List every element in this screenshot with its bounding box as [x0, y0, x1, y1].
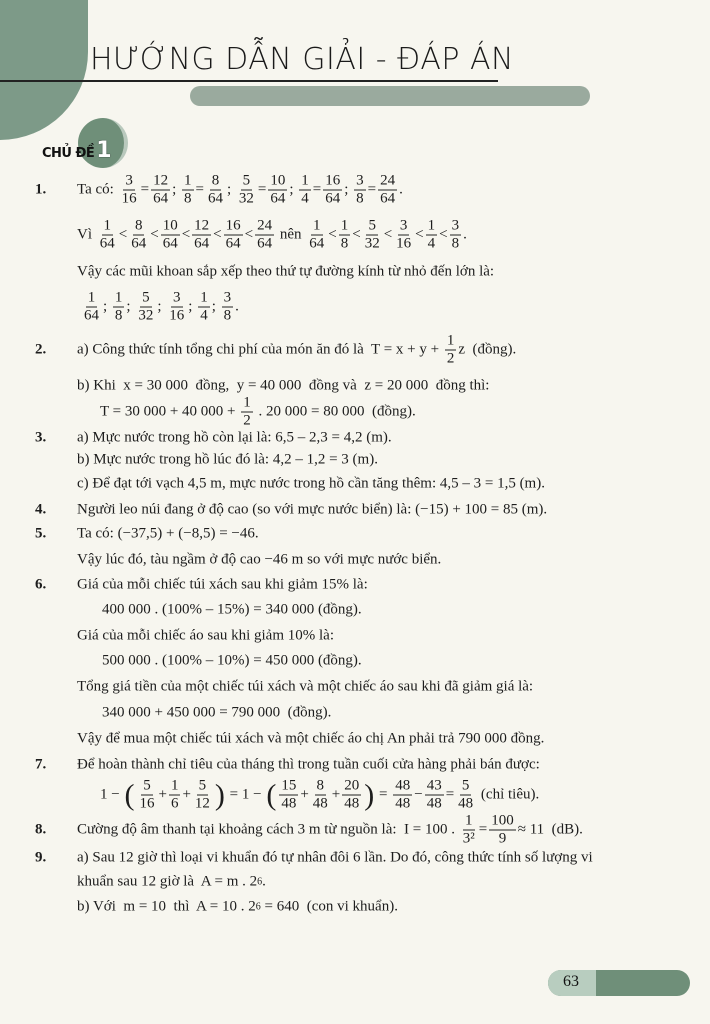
text-run: a) Sau 12 giờ thì loại vi khuẩn đó tự nhân đôi 6 lần. Do đó, công thức tính số lượng vi [77, 849, 593, 866]
decorative-header-bar [190, 86, 590, 106]
text-run: Để hoàn thành chỉ tiêu của tháng thì trong tuần cuối cửa hàng phải bán được: [77, 756, 540, 773]
text-run: 340 000 + 450 000 = 790 000 (đồng). [102, 704, 332, 721]
denominator: 6 [170, 795, 179, 812]
denominator: 8 [356, 190, 364, 207]
fraction [198, 291, 210, 324]
title-underline [0, 80, 498, 82]
text-line [77, 334, 516, 367]
numerator: 1 [87, 289, 96, 306]
text-run: nên [276, 226, 306, 243]
item-number: 9. [35, 849, 47, 866]
numerator: 1 [184, 172, 192, 189]
numerator: 3 [451, 217, 460, 234]
text-run: Vậy lúc đó, tàu ngầm ở độ cao −46 m so với mực nước biển. [77, 551, 442, 568]
denominator: 64 [99, 235, 115, 252]
fraction [461, 814, 477, 847]
denominator: 64 [257, 235, 273, 252]
denominator: 64 [309, 235, 325, 252]
fraction [339, 219, 351, 252]
numerator: 1 [313, 217, 321, 234]
text-run: ; [103, 298, 111, 315]
text-line [77, 377, 489, 394]
text-run: Giá của mỗi chiếc áo sau khi giảm 10% là: [77, 627, 334, 644]
fraction [299, 174, 311, 207]
text-run: < [150, 226, 159, 243]
numerator: 16 [325, 172, 341, 189]
denominator: 8 [451, 235, 460, 252]
fraction [241, 396, 253, 429]
text-run: ; [289, 181, 298, 198]
numerator: 100 [491, 812, 514, 829]
text-run: b) Với m = 10 thì A = 10 . 2 [77, 898, 256, 915]
numerator: 24 [380, 172, 396, 189]
denominator: 64 [270, 190, 286, 207]
denominator: 4 [200, 307, 208, 324]
denominator: 32 [364, 235, 380, 252]
topic-badge [42, 138, 112, 163]
item-number: 5. [35, 525, 47, 542]
text-line [100, 779, 539, 812]
denominator: 16 [139, 795, 155, 812]
fraction [182, 174, 194, 207]
denominator: 16 [169, 307, 185, 324]
text-run: Tổng giá tiền của một chiếc túi xách và một chiếc áo sau khi đã giảm giá là: [77, 678, 534, 695]
fraction [129, 219, 148, 252]
numerator: 1 [170, 777, 179, 794]
text-line [77, 756, 540, 773]
text-run: = [445, 786, 455, 803]
fraction [323, 174, 342, 207]
numerator: 1 [243, 394, 251, 411]
fraction [342, 779, 361, 812]
text-run: Ta có: (−37,5) + (−8,5) = −46. [77, 525, 259, 542]
text-line [77, 263, 494, 280]
denominator: 2 [243, 412, 251, 429]
text-line [77, 174, 403, 207]
text-run: Vì [77, 226, 96, 243]
denominator: 4 [427, 235, 436, 252]
text-line [77, 627, 334, 644]
fraction [489, 814, 516, 847]
fraction [137, 779, 156, 812]
text-run: < [439, 226, 448, 243]
text-run: . [262, 873, 266, 890]
fraction [445, 334, 457, 367]
text-run: − [414, 786, 423, 803]
text-line: b) Với m = 10 thì A = 10 . 2 6 = 640 (con vi khuẩn). [77, 898, 398, 915]
text-run: . [399, 181, 403, 198]
item-number: 4. [35, 501, 47, 518]
numerator: 3 [399, 217, 408, 234]
text-run: = 1 − [225, 786, 266, 803]
denominator: 48 [395, 795, 411, 812]
text-run: + [182, 786, 191, 803]
text-run: ; [172, 181, 180, 198]
denominator: 48 [426, 795, 442, 812]
denominator: 8 [340, 235, 349, 252]
text-run: Vậy các mũi khoan sắp xếp theo thứ tự đường kính từ nhỏ đến lớn là: [77, 263, 495, 280]
text-run: + [158, 786, 167, 803]
parenthesis: ( [266, 778, 277, 811]
denominator: 16 [396, 235, 412, 252]
item-number: 7. [35, 756, 47, 773]
text-line [77, 525, 259, 542]
text-run: < [328, 226, 337, 243]
text-run: = [367, 181, 377, 198]
denominator: 64 [207, 190, 223, 207]
text-run: Cường độ âm thanh tại khoảng cách 3 m từ nguồn là: I = 100 . [77, 821, 459, 838]
denominator: 48 [344, 795, 360, 812]
text-run: 1 − [100, 786, 124, 803]
text-run: ; [157, 298, 166, 315]
text-run: + [300, 786, 309, 803]
decorative-corner-shape [0, 0, 88, 140]
text-run: . 20 000 = 80 000 (đồng). [254, 403, 416, 420]
text-run: < [244, 226, 254, 243]
text-line [100, 396, 416, 429]
text-run: = [140, 181, 150, 198]
numerator: 5 [242, 172, 251, 189]
text-run: b) Khi x = 30 000 đồng, y = 40 000 đồng và z = 20 000 đồng thì: [77, 377, 490, 394]
numerator: 24 [257, 217, 273, 234]
numerator: 5 [142, 289, 150, 306]
fraction [378, 174, 397, 207]
item-number: 1. [35, 181, 47, 198]
denominator: 64 [162, 235, 178, 252]
denominator: 12 [194, 795, 210, 812]
text-line [77, 678, 533, 695]
text-run: (chỉ tiêu). [477, 786, 540, 803]
text-line [77, 576, 368, 593]
fraction [192, 219, 211, 252]
numerator: 12 [194, 217, 210, 234]
fraction [393, 779, 412, 812]
text-run: ; [226, 181, 235, 198]
numerator: 15 [281, 777, 297, 794]
text-run: . [463, 226, 467, 243]
fraction [151, 174, 170, 207]
denominator: 48 [458, 795, 474, 812]
text-run: < [352, 226, 361, 243]
fraction [169, 779, 181, 812]
parenthesis: ) [214, 778, 225, 811]
text-line [102, 652, 362, 669]
text-run: c) Để đạt tới vạch 4,5 m, mực nước trong hồ cần tăng thêm: 4,5 – 3 = 1,5 (m). [77, 475, 545, 492]
text-run: 500 000 . (100% – 10%) = 450 000 (đồng). [102, 652, 362, 669]
denominator: 64 [131, 235, 147, 252]
fraction [98, 219, 117, 252]
text-run: ; [188, 298, 197, 315]
text-run: < [213, 226, 222, 243]
fraction [120, 174, 139, 207]
text-run: ; [126, 298, 135, 315]
text-run: = 640 (con vi khuẩn). [260, 898, 398, 915]
text-line [77, 429, 392, 446]
denominator: 48 [312, 795, 328, 812]
fraction [255, 219, 274, 252]
fraction [426, 219, 438, 252]
page-number-badge [548, 970, 690, 996]
text-run: < [181, 226, 191, 243]
denominator: 2 [446, 350, 455, 367]
fraction [167, 291, 186, 324]
fraction [450, 219, 462, 252]
numerator: 10 [162, 217, 178, 234]
topic-number: 1 [96, 138, 112, 163]
text-run: = [312, 181, 322, 198]
fraction [456, 779, 475, 812]
text-line [77, 551, 441, 568]
text-run: Giá của mỗi chiếc túi xách sau khi giảm 15% là: [77, 576, 368, 593]
fraction [237, 174, 256, 207]
text-run: a) Công thức tính tổng chi phí của món ăn đó là T = x + y + [77, 341, 443, 358]
text-run: khuẩn sau 12 giờ là A = m . 2 [77, 873, 258, 890]
text-run: T = 30 000 + 40 000 + [100, 403, 240, 420]
denominator: 3² [462, 830, 475, 847]
numerator: 3 [356, 172, 364, 189]
item-number: 2. [35, 341, 47, 358]
denominator: 16 [121, 190, 137, 207]
fraction [113, 291, 125, 324]
numerator: 1 [427, 217, 436, 234]
fraction [206, 174, 225, 207]
text-line [77, 730, 544, 747]
text-line [102, 704, 331, 721]
text-run: . [235, 298, 239, 315]
page-number: 63 [563, 973, 579, 990]
topic-label: CHỦ ĐỀ [42, 146, 95, 161]
text-run: < [415, 226, 424, 243]
numerator: 8 [211, 172, 220, 189]
fraction [224, 219, 243, 252]
text-run: 400 000 . (100% – 15%) = 340 000 (đồng). [102, 601, 362, 618]
numerator: 1 [103, 217, 111, 234]
denominator: 32 [238, 190, 254, 207]
fraction [363, 219, 382, 252]
parenthesis: ) [364, 778, 375, 811]
fraction [222, 291, 234, 324]
text-run: Ta có: [77, 181, 118, 198]
numerator: 3 [125, 172, 133, 189]
numerator: 1 [200, 289, 208, 306]
page-title: HƯỚNG DẪN GIẢI - ĐÁP ÁN [90, 42, 514, 77]
numerator: 8 [316, 777, 325, 794]
denominator: 64 [225, 235, 241, 252]
numerator: 48 [395, 777, 411, 794]
fraction [307, 219, 326, 252]
numerator: 5 [368, 217, 376, 234]
denominator: 48 [281, 795, 297, 812]
text-run: + [331, 786, 341, 803]
denominator: 32 [138, 307, 154, 324]
numerator: 1 [465, 812, 473, 829]
text-run: < [383, 226, 393, 243]
numerator: 5 [143, 777, 151, 794]
denominator: 64 [325, 190, 341, 207]
numerator: 16 [225, 217, 241, 234]
text-line [77, 849, 593, 866]
text-run: = [478, 821, 488, 838]
numerator: 8 [134, 217, 143, 234]
text-line [77, 475, 545, 492]
fraction [425, 779, 444, 812]
fraction [161, 219, 180, 252]
fraction [193, 779, 212, 812]
text-line [77, 501, 547, 518]
text-line [77, 219, 467, 252]
numerator: 43 [426, 777, 442, 794]
numerator: 1 [114, 289, 123, 306]
denominator: 64 [84, 307, 99, 324]
denominator: 8 [184, 190, 192, 207]
numerator: 1 [446, 332, 455, 349]
denominator: 4 [301, 190, 309, 207]
numerator: 10 [270, 172, 286, 189]
text-line [102, 601, 362, 618]
fraction [394, 219, 413, 252]
text-run: = [195, 181, 204, 198]
item-number: 6. [35, 576, 47, 593]
numerator: 5 [198, 777, 207, 794]
numerator: 3 [173, 289, 181, 306]
text-run: < [118, 226, 128, 243]
text-run: ≈ 11 (dB). [517, 821, 583, 838]
text-run: Vậy để mua một chiếc túi xách và một chiếc áo chị An phải trả 790 000 đồng. [77, 730, 545, 747]
text-run: z (đồng). [458, 341, 517, 358]
parenthesis: ( [124, 778, 135, 811]
text-line: khuẩn sau 12 giờ là A = m . 2 6 . [77, 873, 266, 890]
text-run: b) Mực nước trong hồ lúc đó là: 4,2 – 1,2 = 3 (m). [77, 451, 378, 468]
fraction [82, 291, 101, 324]
fraction [268, 174, 287, 207]
denominator: 64 [194, 235, 210, 252]
text-run: a) Mực nước trong hồ còn lại là: 6,5 – 2,3 = 4,2 (m). [77, 429, 392, 446]
denominator: 9 [498, 830, 507, 847]
fraction [311, 779, 330, 812]
fraction [279, 779, 298, 812]
item-number: 8. [35, 821, 47, 838]
denominator: 64 [380, 190, 396, 207]
numerator: 12 [153, 172, 169, 189]
text-line [77, 451, 378, 468]
fraction [136, 291, 155, 324]
numerator: 20 [344, 777, 360, 794]
numerator: 5 [461, 777, 470, 794]
item-number: 3. [35, 429, 47, 446]
text-line [77, 814, 583, 847]
denominator: 64 [153, 190, 169, 207]
text-run: Người leo núi đang ở độ cao (so với mực nước biển) là: (−15) + 100 = 85 (m). [77, 501, 548, 518]
text-run: = [257, 181, 267, 198]
numerator: 1 [340, 217, 349, 234]
text-run: ; [211, 298, 220, 315]
numerator: 1 [301, 172, 309, 189]
fraction [354, 174, 366, 207]
text-line [80, 291, 239, 324]
text-run: ; [344, 181, 353, 198]
text-run: = [375, 786, 392, 803]
denominator: 8 [223, 307, 232, 324]
denominator: 8 [114, 307, 123, 324]
numerator: 3 [223, 289, 232, 306]
